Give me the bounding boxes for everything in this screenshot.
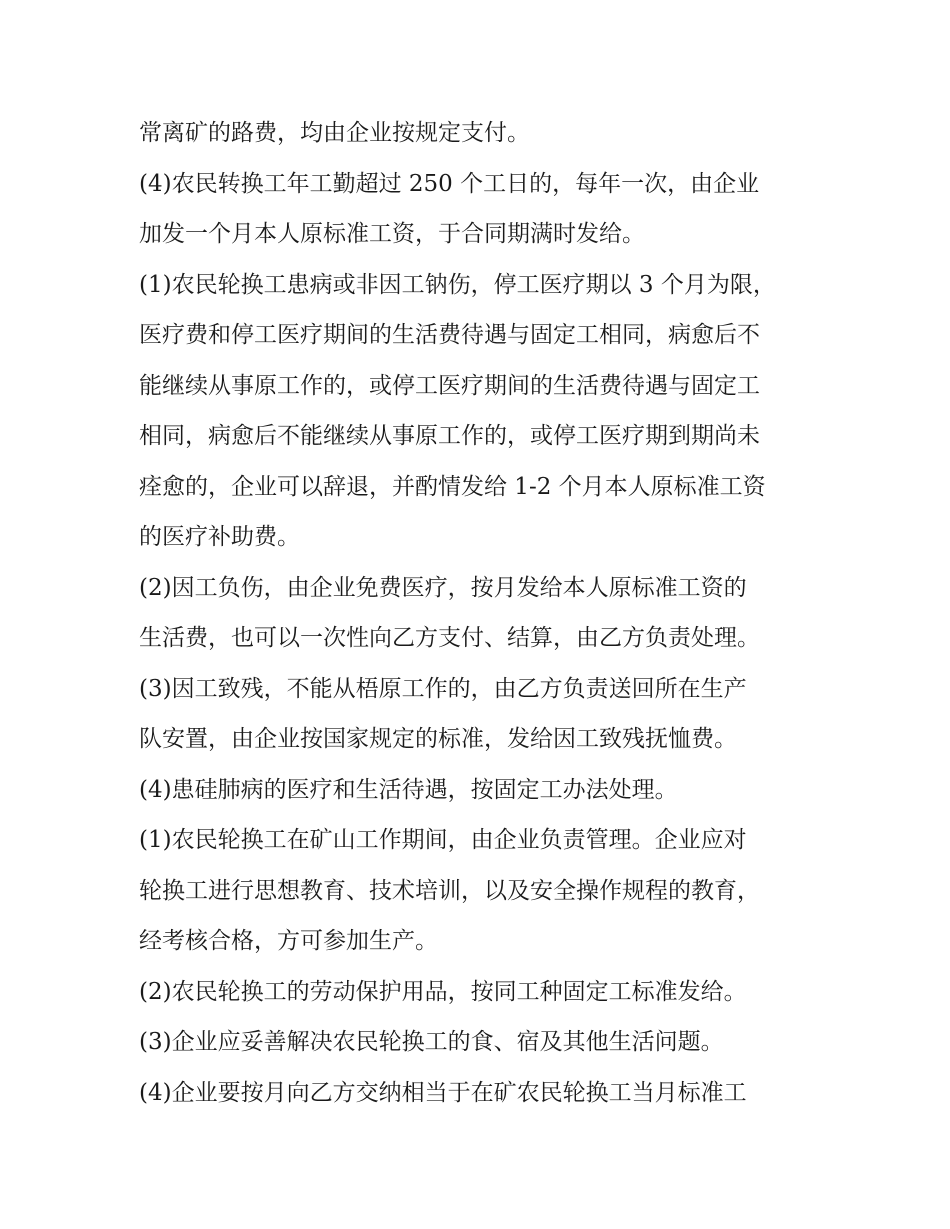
text-line: 医疗费和停工医疗期间的生活费待遇与固定工相同，病愈后不	[139, 322, 760, 348]
text-line: 的医疗补助费。	[139, 524, 300, 550]
text-line: (3)因工致残，不能从梧原工作的，由乙方负责送回所在生产	[139, 675, 747, 702]
text-line: (4)农民转换工年工勤超过 250 个工日的，每年一次，由企业	[139, 170, 760, 197]
text-line: (4)企业要按月向乙方交纳相当于在矿农民轮换工当月标准工	[139, 1079, 747, 1106]
text-line: (1)农民轮换工在矿山工作期间，由企业负责管理。企业应对	[139, 827, 747, 853]
text-line: (2)因工负伤，由企业免费医疗，按月发给本人原标准工资的	[139, 574, 747, 601]
text-line: (3)企业应妥善解决农民轮换工的食、宿及其他生活问题。	[139, 1029, 724, 1055]
text-line: 常离矿的路费，均由企业按规定支付。	[139, 120, 530, 146]
text-line: (2)农民轮换工的劳动保护用品，按同工种固定工标准发给。	[139, 978, 747, 1005]
text-line: 加发一个月本人原标准工资，于合同期满时发给。	[139, 221, 645, 247]
text-line: 痊愈的，企业可以辞退，并酌情发给 1-2 个月本人原标准工资	[139, 473, 766, 500]
text-line: (1)农民轮换工患病或非因工钠伤，停工医疗期以 3 个月为限，	[139, 271, 776, 298]
text-line: 轮换工进行思想教育、技术培训，以及安全操作规程的教育，	[139, 877, 760, 904]
text-line: (4)患硅肺病的医疗和生活待遇，按固定工办法处理。	[139, 776, 678, 803]
text-line: 队安置，由企业按国家规定的标准，发给因工致残抚恤费。	[139, 726, 737, 752]
text-line: 生活费，也可以一次性向乙方支付、结算，由乙方负责处理。	[139, 625, 760, 651]
text-line: 经考核合格，方可参加生产。	[139, 928, 438, 954]
text-line: 能继续从事原工作的，或停工医疗期间的生活费待遇与固定工	[139, 372, 760, 399]
text-line: 相同，病愈后不能继续从事原工作的，或停工医疗期到期尚未	[139, 423, 760, 449]
document-body	[139, 108, 819, 1118]
